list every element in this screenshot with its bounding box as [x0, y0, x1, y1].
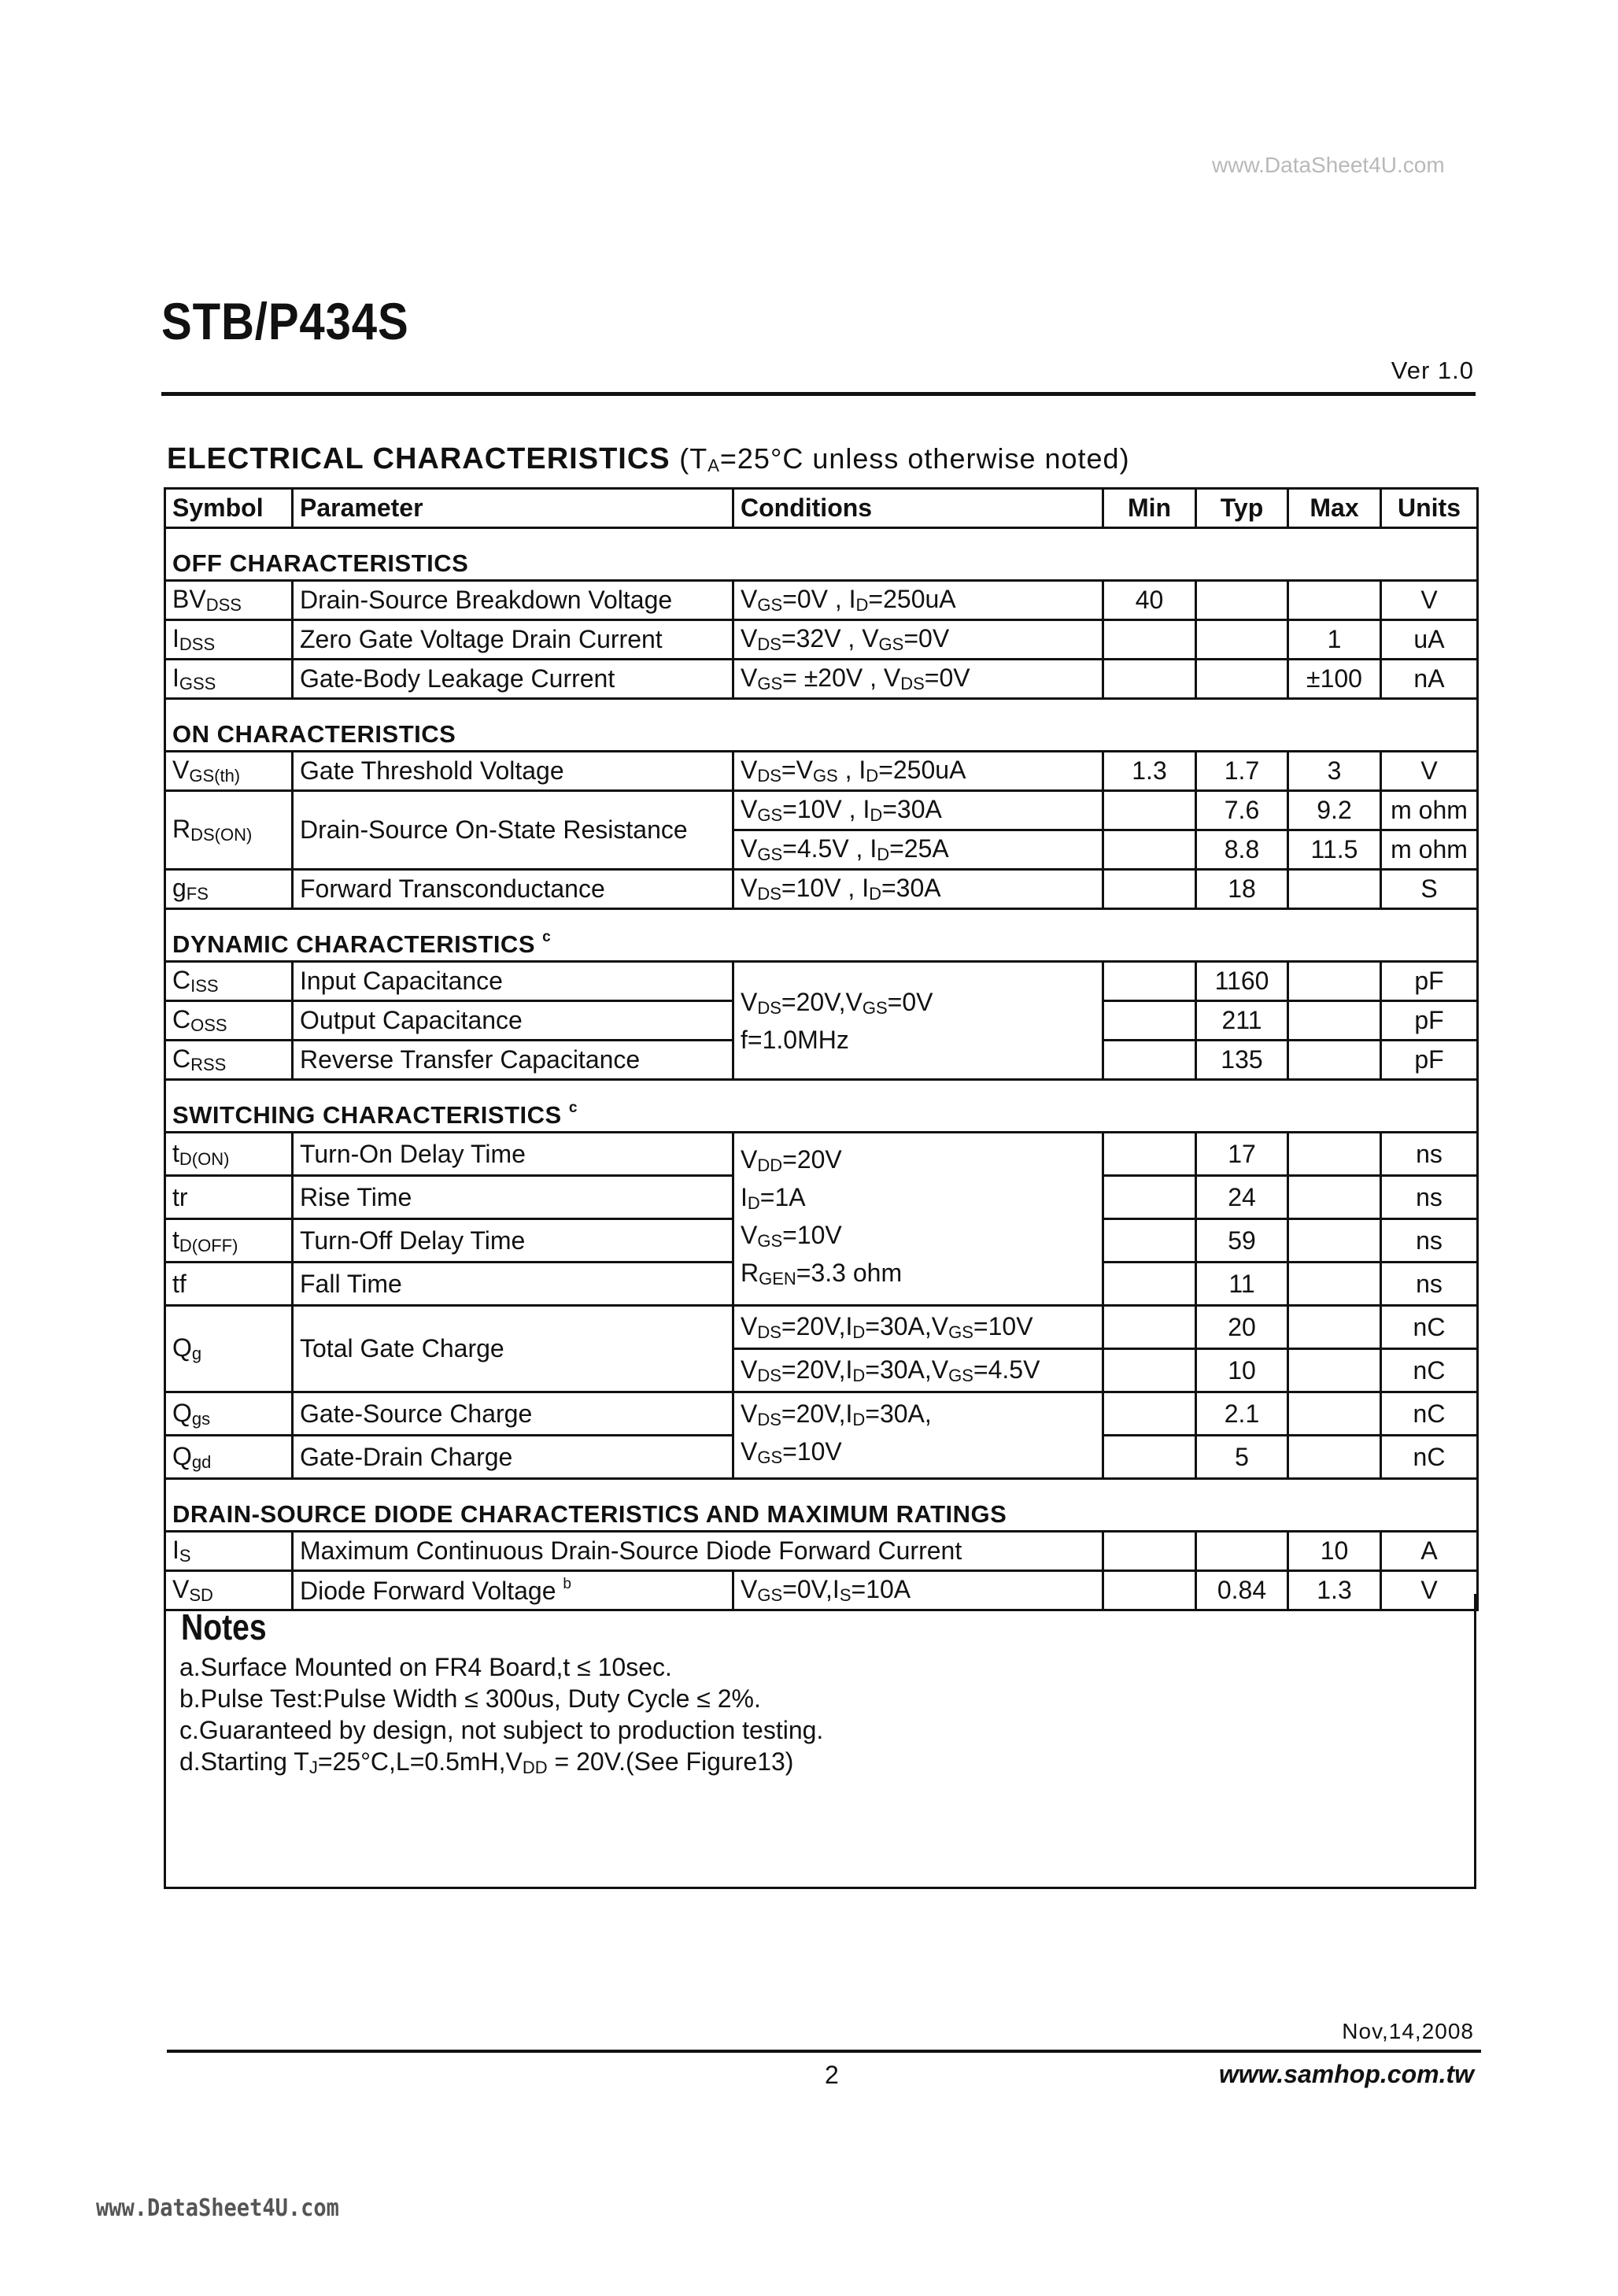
watermark-top: www.DataSheet4U.com	[1212, 153, 1445, 177]
symbol-cell: CRSS	[165, 1041, 293, 1080]
units-cell: m ohm	[1381, 830, 1478, 870]
conditions-cell: VDS=20V,VGS=0V f=1.0MHz	[733, 962, 1103, 1080]
symbol-cell: CISS	[165, 962, 293, 1001]
on-characteristics-title: ON CHARACTERISTICS	[165, 699, 1478, 752]
parameter-cell: Turn-On Delay Time	[293, 1133, 733, 1176]
max-cell: 9.2	[1288, 791, 1381, 830]
conditions-cell: VDS=10V , ID=30A	[733, 870, 1103, 909]
typ-cell: 11	[1196, 1263, 1288, 1306]
note-c: c.Guaranteed by design, not subject to production testing.	[179, 1716, 824, 1744]
symbol-cell: COSS	[165, 1001, 293, 1041]
units-cell: nC	[1381, 1392, 1478, 1436]
section-row	[165, 909, 1478, 962]
header-symbol: Symbol	[165, 489, 293, 528]
parameter-cell: Output Capacitance	[293, 1001, 733, 1041]
units-cell: m ohm	[1381, 791, 1478, 830]
typ-cell: 18	[1196, 870, 1288, 909]
table-row	[165, 581, 1478, 620]
table-header-row	[165, 489, 1478, 528]
switching-characteristics-title: SWITCHING CHARACTERISTICS $^c$	[165, 1080, 1478, 1133]
max-cell: 10	[1288, 1532, 1381, 1571]
section-condition: (TA=25°C unless otherwise noted)	[679, 442, 1130, 475]
symbol-cell: tD(ON)	[165, 1133, 293, 1176]
conditions-cell: VGS= ±20V , VDS=0V	[733, 660, 1103, 699]
max-cell	[1288, 1176, 1381, 1219]
min-cell	[1103, 620, 1196, 660]
units-cell: nA	[1381, 660, 1478, 699]
units-cell: ns	[1381, 1219, 1478, 1263]
max-cell	[1288, 1349, 1381, 1392]
max-cell	[1288, 1001, 1381, 1041]
units-cell: V	[1381, 581, 1478, 620]
typ-cell: 17	[1196, 1133, 1288, 1176]
parameter-cell: Forward Transconductance	[293, 870, 733, 909]
symbol-cell: RDS(ON)	[165, 791, 293, 870]
max-cell	[1288, 1133, 1381, 1176]
conditions-cell: VGS=0V,IS=10A	[733, 1571, 1103, 1610]
typ-cell: 135	[1196, 1041, 1288, 1080]
max-cell	[1288, 870, 1381, 909]
parameter-cell: Turn-Off Delay Time	[293, 1219, 733, 1263]
units-cell: V	[1381, 1571, 1478, 1610]
table-row	[165, 791, 1478, 830]
min-cell	[1103, 1041, 1196, 1080]
min-cell	[1103, 870, 1196, 909]
units-cell: ns	[1381, 1176, 1478, 1219]
min-cell	[1103, 962, 1196, 1001]
header-min: Min	[1103, 489, 1196, 528]
symbol-cell: Qgs	[165, 1392, 293, 1436]
symbol-cell: Qgd	[165, 1436, 293, 1479]
min-cell	[1103, 1176, 1196, 1219]
min-cell	[1103, 1532, 1196, 1571]
max-cell	[1288, 1041, 1381, 1080]
units-cell: ns	[1381, 1133, 1478, 1176]
max-cell	[1288, 962, 1381, 1001]
min-cell	[1103, 830, 1196, 870]
typ-cell	[1196, 581, 1288, 620]
max-cell: 3	[1288, 752, 1381, 791]
table-row	[165, 752, 1478, 791]
header-conditions: Conditions	[733, 489, 1103, 528]
units-cell: S	[1381, 870, 1478, 909]
conditions-cell: VDS=VGS , ID=250uA	[733, 752, 1103, 791]
min-cell	[1103, 1219, 1196, 1263]
footer-date: Nov,14,2008	[1342, 2019, 1474, 2043]
min-cell	[1103, 791, 1196, 830]
typ-cell: 5	[1196, 1436, 1288, 1479]
typ-cell: 1160	[1196, 962, 1288, 1001]
conditions-cell: VDD=20V ID=1A VGS=10V RGEN=3.3 ohm	[733, 1133, 1103, 1306]
typ-cell: 24	[1196, 1176, 1288, 1219]
parameter-cell: Reverse Transfer Capacitance	[293, 1041, 733, 1080]
note-b: b.Pulse Test:Pulse Width ≤ 300us, Duty Cycle ≤ 2%.	[179, 1684, 761, 1713]
table-row	[165, 620, 1478, 660]
header-typ: Typ	[1196, 489, 1288, 528]
note-d: d.Starting TJ=25°C,L=0.5mH,VDD = 20V.(See Figure13)	[179, 1747, 794, 1777]
min-cell	[1103, 1436, 1196, 1479]
max-cell	[1288, 1263, 1381, 1306]
header-units: Units	[1381, 489, 1478, 528]
page-number: 2	[825, 2061, 839, 2089]
symbol-cell: gFS	[165, 870, 293, 909]
parameter-cell: Gate-Body Leakage Current	[293, 660, 733, 699]
max-cell: 1.3	[1288, 1571, 1381, 1610]
min-cell	[1103, 1349, 1196, 1392]
typ-cell: 2.1	[1196, 1392, 1288, 1436]
min-cell: 1.3	[1103, 752, 1196, 791]
conditions-cell: VDS=32V , VGS=0V	[733, 620, 1103, 660]
max-cell	[1288, 1306, 1381, 1349]
conditions-cell: VDS=20V,ID=30A,VGS=10V	[733, 1306, 1103, 1349]
version-label: Ver 1.0	[1391, 357, 1474, 384]
min-cell	[1103, 660, 1196, 699]
typ-cell: 20	[1196, 1306, 1288, 1349]
typ-cell: 8.8	[1196, 830, 1288, 870]
min-cell	[1103, 1392, 1196, 1436]
parameter-cell: Diode Forward Voltage $^b$	[293, 1571, 733, 1610]
footer-rule	[167, 2050, 1481, 2053]
section-row	[165, 528, 1478, 581]
header-max: Max	[1288, 489, 1381, 528]
symbol-cell: tf	[165, 1263, 293, 1306]
parameter-cell: Fall Time	[293, 1263, 733, 1306]
max-cell	[1288, 1436, 1381, 1479]
symbol-cell: Qg	[165, 1306, 293, 1392]
units-cell: pF	[1381, 1001, 1478, 1041]
units-cell: nC	[1381, 1349, 1478, 1392]
table-row	[165, 870, 1478, 909]
conditions-cell: VDS=20V,ID=30A, VGS=10V	[733, 1392, 1103, 1479]
parameter-cell: Drain-Source Breakdown Voltage	[293, 581, 733, 620]
typ-cell	[1196, 1532, 1288, 1571]
max-cell	[1288, 1392, 1381, 1436]
max-cell: 11.5	[1288, 830, 1381, 870]
header-parameter: Parameter	[293, 489, 733, 528]
parameter-cell: Zero Gate Voltage Drain Current	[293, 620, 733, 660]
table-row	[165, 1133, 1478, 1176]
min-cell: 40	[1103, 581, 1196, 620]
units-cell: nC	[1381, 1436, 1478, 1479]
diode-characteristics-title: DRAIN-SOURCE DIODE CHARACTERISTICS AND MAXIMUM RATINGS	[165, 1479, 1478, 1532]
table-row	[165, 962, 1478, 1001]
table-row	[165, 1532, 1478, 1571]
table-row	[165, 1392, 1478, 1436]
notes-title: Notes	[181, 1606, 267, 1647]
typ-cell: 59	[1196, 1219, 1288, 1263]
parameter-cell: Input Capacitance	[293, 962, 733, 1001]
section-row	[165, 1080, 1478, 1133]
symbol-cell: BVDSS	[165, 581, 293, 620]
min-cell	[1103, 1001, 1196, 1041]
units-cell: pF	[1381, 1041, 1478, 1080]
max-cell	[1288, 581, 1381, 620]
max-cell: 1	[1288, 620, 1381, 660]
parameter-cell: Drain-Source On-State Resistance	[293, 791, 733, 870]
units-cell: uA	[1381, 620, 1478, 660]
typ-cell: 10	[1196, 1349, 1288, 1392]
symbol-cell: tr	[165, 1176, 293, 1219]
min-cell	[1103, 1133, 1196, 1176]
parameter-cell: Gate-Drain Charge	[293, 1436, 733, 1479]
conditions-cell: VDS=20V,ID=30A,VGS=4.5V	[733, 1349, 1103, 1392]
min-cell	[1103, 1306, 1196, 1349]
parameter-cell: Rise Time	[293, 1176, 733, 1219]
electrical-characteristics-table	[164, 487, 1479, 1611]
section-heading	[167, 442, 1130, 476]
symbol-cell: IGSS	[165, 660, 293, 699]
typ-cell	[1196, 620, 1288, 660]
units-cell: nC	[1381, 1306, 1478, 1349]
typ-cell: 7.6	[1196, 791, 1288, 830]
parameter-cell: Total Gate Charge	[293, 1306, 733, 1392]
max-cell: ±100	[1288, 660, 1381, 699]
watermark-bottom: www.DataSheet4U.com	[96, 2194, 339, 2222]
table-row	[165, 660, 1478, 699]
dynamic-characteristics-title: DYNAMIC CHARACTERISTICS $^c$	[165, 909, 1478, 962]
units-cell: ns	[1381, 1263, 1478, 1306]
typ-cell: 1.7	[1196, 752, 1288, 791]
header-rule	[161, 392, 1476, 396]
page-title: STB/P434S	[161, 292, 409, 350]
max-cell	[1288, 1219, 1381, 1263]
parameter-cell: Maximum Continuous Drain-Source Diode Forward Current	[293, 1532, 1103, 1571]
min-cell	[1103, 1263, 1196, 1306]
conditions-cell: VGS=10V , ID=30A	[733, 791, 1103, 830]
typ-cell: 211	[1196, 1001, 1288, 1041]
typ-cell	[1196, 660, 1288, 699]
symbol-cell: VSD	[165, 1571, 293, 1610]
section-row	[165, 1479, 1478, 1532]
units-cell: V	[1381, 752, 1478, 791]
off-characteristics-title: OFF CHARACTERISTICS	[165, 528, 1478, 581]
parameter-cell: Gate Threshold Voltage	[293, 752, 733, 791]
units-cell: A	[1381, 1532, 1478, 1571]
footer-website-link[interactable]: www.samhop.com.tw	[1218, 2060, 1474, 2088]
conditions-cell: VGS=0V , ID=250uA	[733, 581, 1103, 620]
section-row	[165, 699, 1478, 752]
symbol-cell: tD(OFF)	[165, 1219, 293, 1263]
units-cell: pF	[1381, 962, 1478, 1001]
symbol-cell: IDSS	[165, 620, 293, 660]
conditions-cell: VGS=4.5V , ID=25A	[733, 830, 1103, 870]
symbol-cell: VGS(th)	[165, 752, 293, 791]
section-heading-text: ELECTRICAL CHARACTERISTICS	[167, 442, 670, 475]
typ-cell: 0.84	[1196, 1571, 1288, 1610]
note-a: a.Surface Mounted on FR4 Board,t ≤ 10sec.	[179, 1653, 672, 1681]
parameter-cell: Gate-Source Charge	[293, 1392, 733, 1436]
symbol-cell: IS	[165, 1532, 293, 1571]
table-row	[165, 1306, 1478, 1349]
